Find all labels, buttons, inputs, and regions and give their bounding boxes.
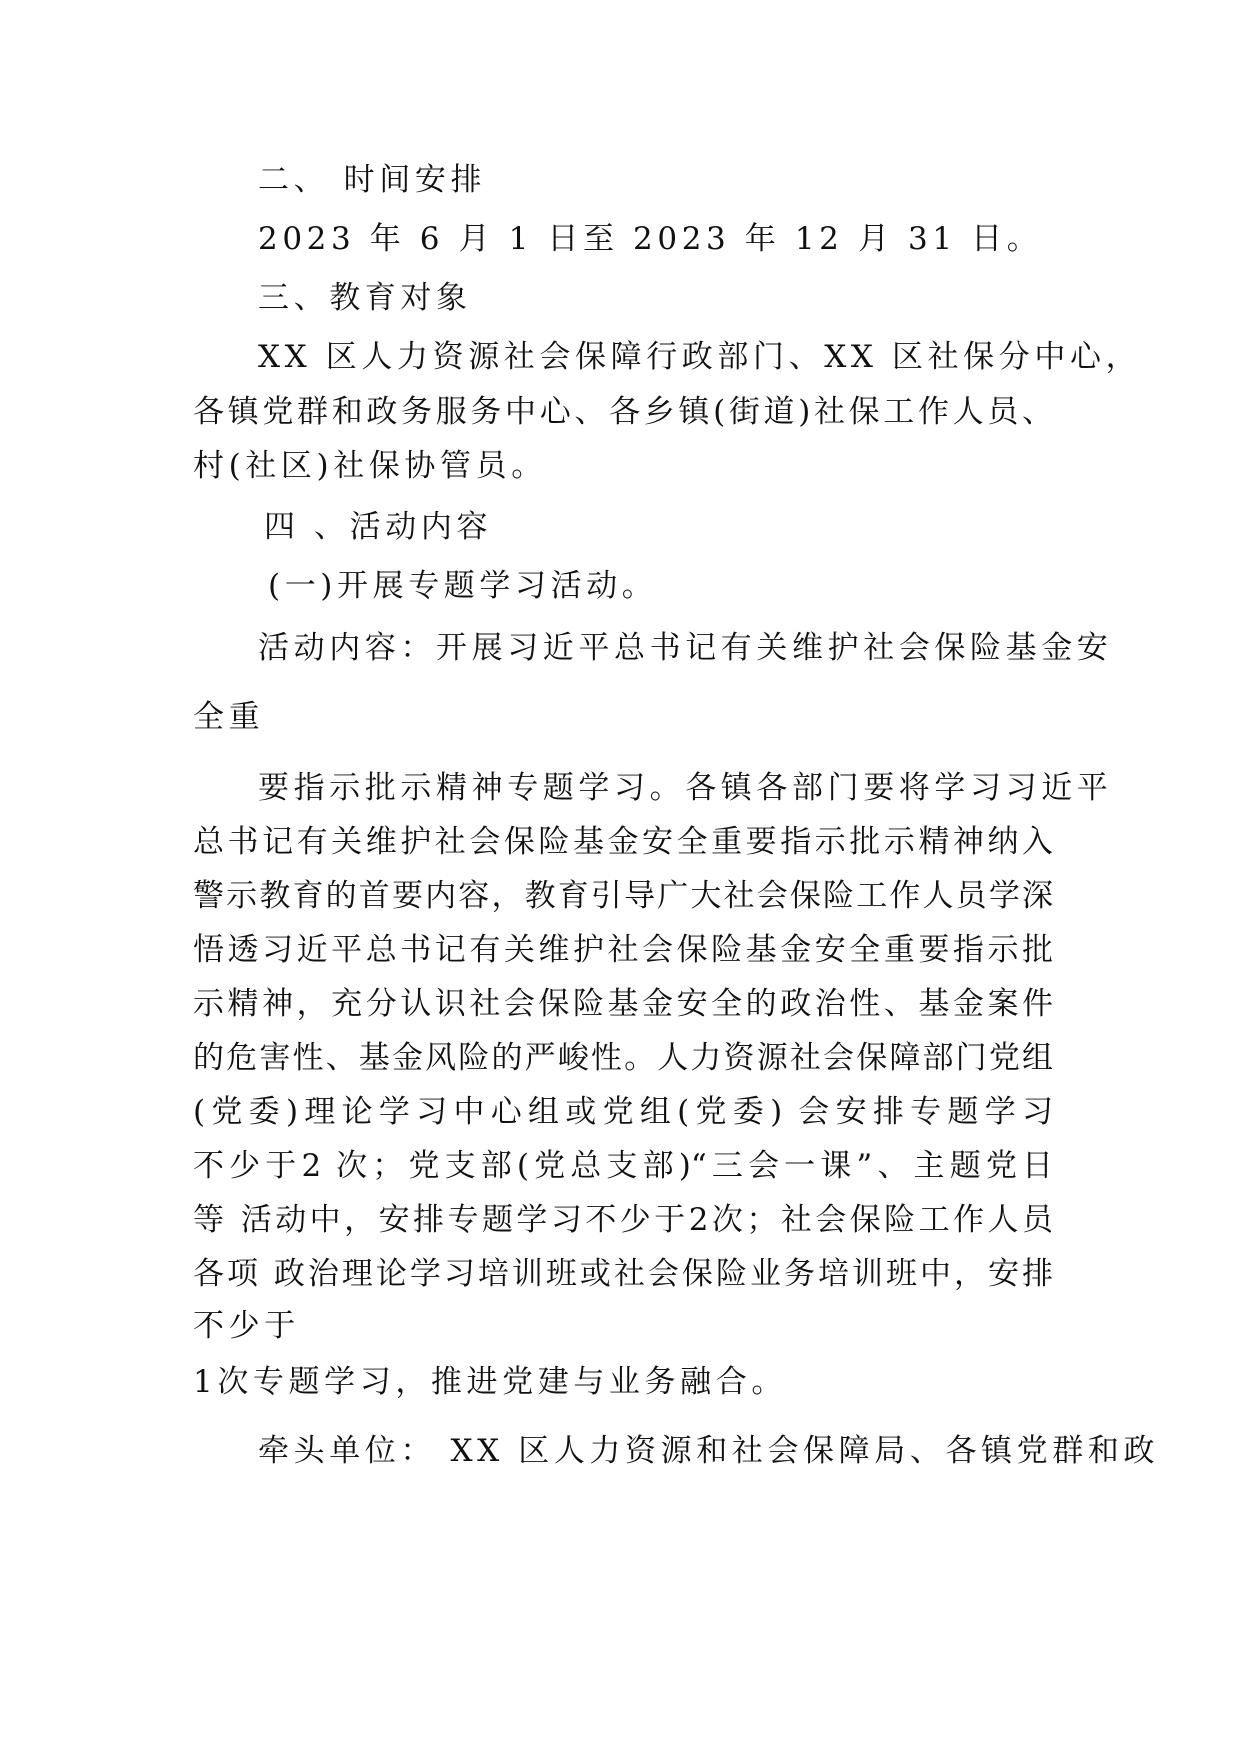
paragraph-line-12: 1次专题学习，推进党建与业务融合。: [193, 1364, 787, 1400]
activity-content-line-1: 活动内容：开展习近平总书记有关维护社会保险基金安: [258, 630, 1113, 666]
audience-line-3: 村(社区)社保协管员。: [193, 448, 547, 484]
paragraph-line-7: (党委)理论学习中心组或党组(党委) 会安排专题学习: [193, 1094, 1053, 1130]
section-heading-activities: 四 、活动内容: [264, 509, 493, 545]
activity-content-line-2: 全重: [193, 699, 265, 735]
paragraph-line-3: 警示教育的首要内容，教育引导广大社会保险工作人员学深: [193, 878, 1053, 914]
audience-line-1: XX 区人力资源社会保障行政部门、XX 区社保分中心，: [258, 339, 1142, 375]
subheading-study: (一)开展专题学习活动。: [268, 568, 658, 604]
paragraph-line-1: 要指示批示精神专题学习。各镇各部门要将学习习近平: [258, 770, 1113, 806]
paragraph-line-8: 不少于2 次；党支部(党总支部)“三会一课”、主题党日: [193, 1148, 1053, 1184]
paragraph-line-4: 悟透习近平总书记有关维护社会保险基金安全重要指示批: [193, 932, 1053, 968]
schedule-date-range: 2023 年 6 月 1 日至 2023 年 12 月 31 日。: [258, 221, 1043, 257]
lead-unit-line: 牵头单位： XX 区人力资源和社会保障局、各镇党群和政: [258, 1433, 1160, 1469]
paragraph-line-9: 等 活动中，安排专题学习不少于2次；社会保险工作人员: [193, 1202, 1053, 1238]
audience-line-2: 各镇党群和政务服务中心、各乡镇(街道)社保工作人员、: [193, 394, 1053, 430]
section-heading-audience: 三、教育对象: [258, 280, 472, 316]
paragraph-line-2: 总书记有关维护社会保险基金安全重要指示批示精神纳入: [193, 824, 1053, 860]
paragraph-line-11: 不少于: [193, 1308, 300, 1344]
section-heading-schedule: 二、 时间安排: [258, 162, 487, 198]
paragraph-line-6: 的危害性、基金风险的严峻性。人力资源社会保障部门党组: [193, 1040, 1053, 1076]
paragraph-line-5: 示精神，充分认识社会保险基金安全的政治性、基金案件: [193, 986, 1053, 1022]
paragraph-line-10: 各项 政治理论学习培训班或社会保险业务培训班中，安排: [193, 1256, 1053, 1292]
